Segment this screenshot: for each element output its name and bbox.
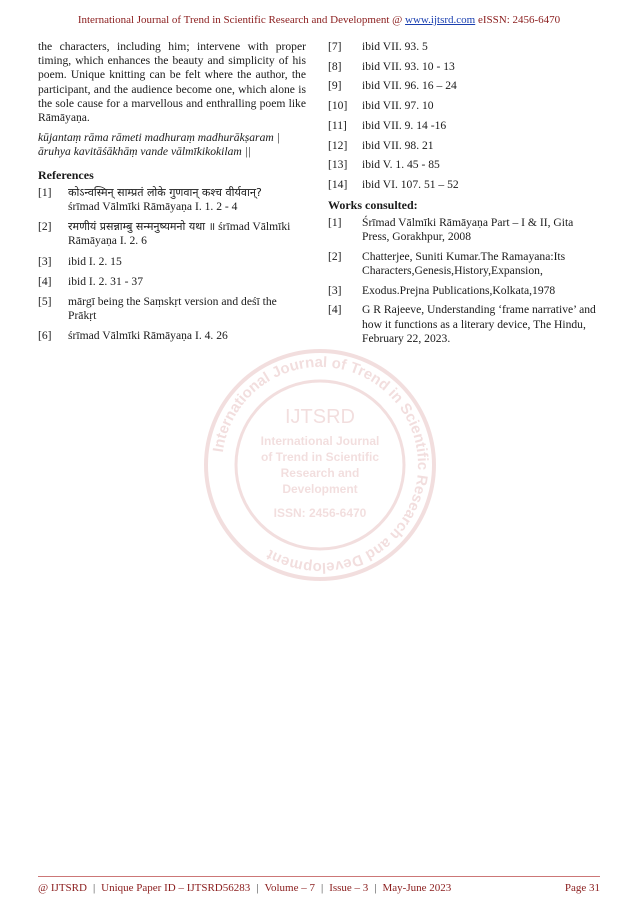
verse-line-2: āruhya kavitāśākhāṃ vande vālmīkikokilam || (38, 145, 252, 159)
reference-number: [12] (328, 138, 348, 152)
work-number: [4] (328, 303, 342, 317)
work-number: [2] (328, 249, 342, 263)
work-item (328, 284, 600, 298)
reference-text: ibid VII. 98. 21 (362, 138, 434, 152)
reference-item (38, 329, 306, 343)
reference-text: ibid VII. 96. 16 – 24 (362, 79, 457, 93)
reference-text: ibid VII. 97. 10 (362, 99, 434, 113)
reference-item (328, 119, 600, 133)
footer-journal: @ IJTSRD (38, 882, 87, 894)
reference-item (328, 178, 600, 192)
work-number: [3] (328, 283, 342, 297)
left-column (38, 40, 306, 350)
reference-number: [7] (328, 40, 342, 53)
reference-item (38, 295, 306, 323)
sanskrit-verse (38, 131, 306, 159)
work-text: G R Rajeeve, Understanding ‘frame narrative’ and how it functions as a literary device, The Hindu, February 22, 2023. (362, 303, 596, 345)
reference-number: [5] (38, 295, 52, 309)
work-item (328, 250, 600, 278)
footer-divider (38, 876, 600, 877)
seal-line-3: Research and (280, 466, 360, 480)
body-paragraph: the characters, including him; intervene with proper timing, which enhances the beauty and simplicity of his poem. Unique knitting can be felt where the author, the participant, and the audience become one, which alone is the sole cause for a marvellous and enthralling poem like Rāmāyaṇa. (38, 40, 306, 125)
reference-item (328, 60, 600, 74)
reference-text: śrīmad Vālmīki Rāmāyaṇa I. 4. 26 (68, 329, 228, 343)
works-consulted-heading: Works consulted: (328, 197, 418, 212)
running-header (0, 14, 638, 26)
seal-issn: ISSN: 2456-6470 (273, 506, 367, 520)
devanagari-quote: रमणीयं प्रसन्नाम्बु सन्मनुष्यमनो यथा ॥ (68, 220, 216, 234)
reference-text: ibid I. 2. 15 (68, 254, 122, 268)
seal-line-2: of Trend in Scientific (260, 450, 380, 464)
reference-item (328, 158, 600, 172)
work-item (328, 216, 600, 244)
running-footer: @ IJTSRD | Unique Paper ID – IJTSRD56283 | Volume – 7 | Issue – 3 | May-June 2023 Page 31 (38, 882, 600, 894)
reference-item (328, 139, 600, 153)
work-text: Chatterjee, Suniti Kumar.The Ramayana:Its Characters,Genesis,History,Expansion, (362, 249, 566, 277)
seal-line-4: Development (282, 482, 358, 496)
work-number: [1] (328, 215, 342, 229)
reference-item (328, 40, 600, 54)
reference-number: [13] (328, 158, 348, 172)
reference-number: [1] (38, 185, 52, 199)
footer-page-number: Page 31 (564, 882, 600, 894)
reference-text: ibid VII. 93. 10 - 13 (362, 59, 455, 73)
seal-ring-text: International Journal of Trend in Scientific Research and Development (209, 353, 432, 577)
footer-issue: Issue – 3 (329, 882, 369, 894)
reference-item (38, 186, 306, 214)
footer-paper-id: Unique Paper ID – IJTSRD56283 (101, 882, 251, 894)
reference-text: ibid V. 1. 45 - 85 (362, 158, 440, 172)
journal-name: International Journal of Trend in Scientific Research and Development @ (77, 14, 403, 26)
seal-line-1: International Journal (260, 434, 380, 448)
reference-number: [3] (38, 254, 52, 268)
work-text: Śrīmad Vālmīki Rāmāyaṇa Part – I & II, Gita Press, Gorakhpur, 2008 (362, 215, 574, 244)
footer-date: May-June 2023 (382, 882, 452, 894)
reference-number: [4] (38, 274, 52, 288)
reference-number: [9] (328, 79, 342, 93)
reference-text: ibid I. 2. 31 - 37 (68, 274, 144, 288)
reference-number: [8] (328, 59, 342, 73)
reference-text: śrīmad Vālmīki Rāmāyaṇa I. 1. 2 - 4 (68, 200, 238, 214)
reference-item (328, 99, 600, 113)
reference-item (328, 79, 600, 93)
reference-item (38, 255, 306, 269)
references-heading: References (38, 167, 94, 182)
reference-number: [11] (328, 118, 347, 132)
journal-url-link[interactable]: www.ijtsrd.com (405, 14, 476, 26)
footer-volume: Volume – 7 (264, 882, 315, 894)
seal-title: IJTSRD (285, 406, 355, 428)
reference-text: mārgī being the Saṃskṛt version and deśī the Prākṛt (68, 295, 277, 323)
reference-number: [6] (38, 329, 52, 343)
right-column (328, 40, 600, 351)
reference-number: [2] (38, 220, 52, 234)
verse-line-1: kūjantaṃ rāma rāmeti madhuraṃ madhurākṣaram | (38, 131, 280, 145)
reference-text: śrīmad Vālmīki Rāmāyaṇa I. 2. 6 (68, 220, 291, 248)
work-item (328, 303, 600, 346)
reference-text: ibid VII. 9. 14 -16 (362, 118, 447, 132)
ijtsrd-seal-watermark (200, 345, 440, 585)
journal-issn: eISSN: 2456-6470 (477, 14, 561, 26)
devanagari-quote: कोऽन्वस्मिन् साम्प्रतं लोके गुणवान् कश्च वीर्यवान्? (68, 185, 262, 199)
reference-item (38, 220, 306, 248)
reference-number: [10] (328, 99, 348, 113)
reference-text: ibid VI. 107. 51 – 52 (362, 177, 459, 191)
reference-number: [14] (328, 177, 348, 191)
reference-item (38, 275, 306, 289)
reference-text: ibid VII. 93. 5 (362, 40, 428, 53)
work-text: Exodus.Prejna Publications,Kolkata,1978 (362, 283, 556, 297)
